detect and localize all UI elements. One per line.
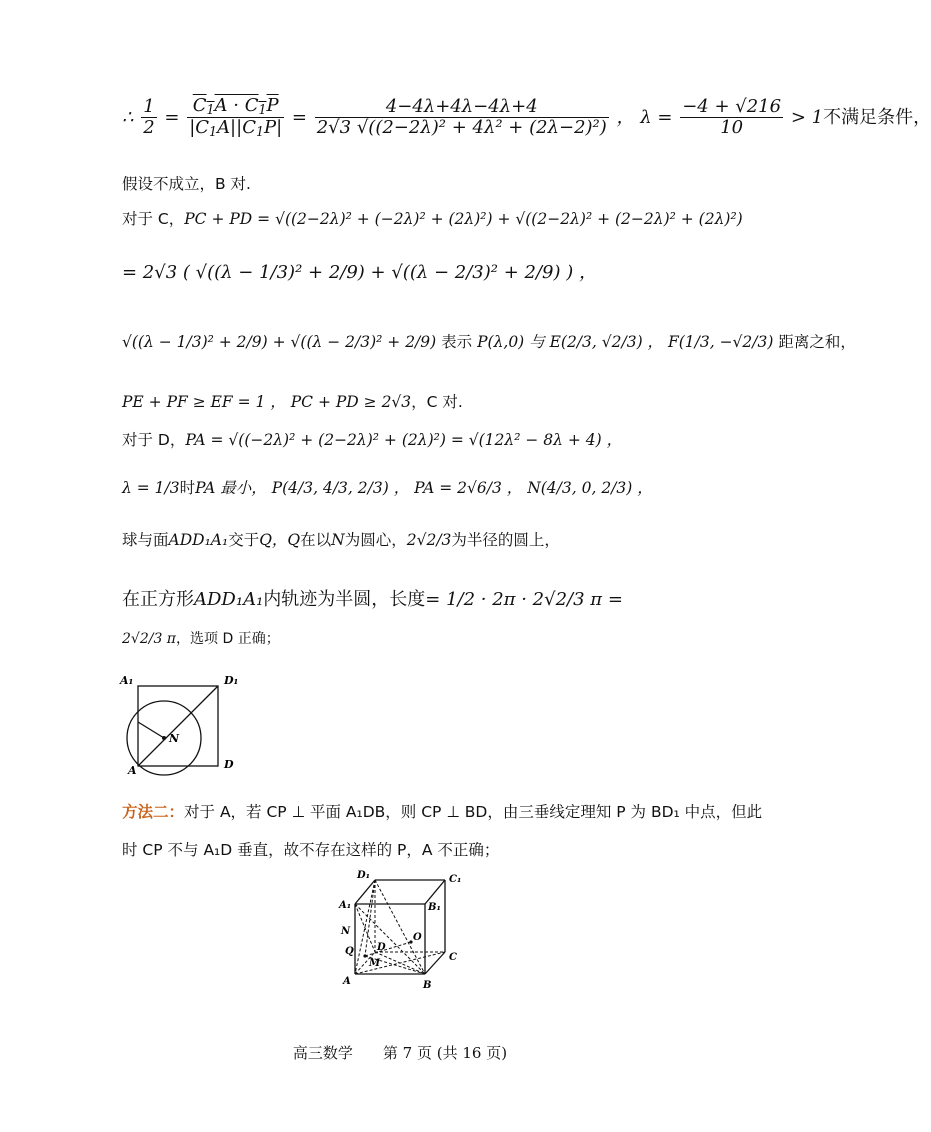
fig2-label-c1: C₁: [449, 874, 462, 885]
fig1-label-a1: A₁: [120, 674, 134, 687]
fig2-label-m: M: [369, 958, 381, 969]
fig2-label-c: C: [449, 952, 457, 963]
figure-cube: [335, 866, 475, 994]
fig2-label-b1: B₁: [428, 902, 441, 913]
fig2-label-a1: A₁: [339, 900, 352, 911]
line-5: √((λ − 1/3)² + 2/9) + √((λ − 2/3)² + 2/9) 表示 P(λ,0) 与 E(2/3, √2/3) ， F(1/3, −√2/3) 距离之和，: [122, 333, 856, 351]
fig2-label-b: B: [423, 980, 432, 991]
fig1-label-a: A: [128, 764, 137, 777]
fig2-label-n: N: [341, 926, 351, 937]
line-1: ∴ $\frac{1}{2}$ = $\frac{C_1A \cdot C_1P}{|C_1A||C_1P|}$ = $\frac{4-4\lambda+4\lambda-4\lambda+4}{\text{2√3 √((2−2λ)² + 4λ² + (2λ−2)²)}}$ ， λ = $\frac{-4 + √216}{10}$ > 1不满足条件，: [122, 95, 931, 140]
fig2-label-q: Q: [345, 946, 354, 957]
fig1-label-n: N: [169, 732, 180, 745]
fig2-label-a: A: [343, 976, 351, 987]
fig1-label-d1: D₁: [224, 674, 239, 687]
line-9: 球与面ADD₁A₁交于Q，Q在以N为圆心，2√2/3为半径的圆上，: [122, 531, 560, 549]
fig2-label-d: D: [377, 942, 386, 953]
fig1-label-d: D: [224, 758, 234, 771]
fig2-label-o: O: [413, 932, 422, 943]
line-12: 方法二：对于 A，若 CP ⊥ 平面 A₁DB，则 CP ⊥ BD，由三垂线定理知 P 为 BD₁ 中点，但此: [122, 803, 763, 821]
line-4: = 2√3 ( √((λ − 1/3)² + 2/9) + √((λ − 2/3)² + 2/9) ) ，: [122, 262, 597, 283]
line-1-tail: 不满足条件，: [823, 106, 931, 128]
line-6: PE + PF ≥ EF = 1 ， PC + PD ≥ 2√3，C 对.: [122, 393, 463, 411]
line-13: 时 CP 不与 A₁D 垂直，故不存在这样的 P，A 不正确；: [122, 841, 500, 859]
expression-fraction: $\frac{4-4\lambda+4\lambda-4\lambda+4}{\text{2√3 √((2−2λ)² + 4λ² + (2λ−2)²)}}$: [316, 95, 607, 139]
line-10: 在正方形ADD₁A₁内轨迹为半圆，长度= 1/2 · 2π · 2√2/3 π =: [122, 589, 623, 610]
fig2-label-d1: D₁: [357, 870, 371, 881]
method-two-label: 方法二：: [122, 803, 185, 821]
line-8: λ = 1/3时PA 最小， P(4/3, 4/3, 2/3) ， PA = 2√6/3 ， N(4/3, 0, 2/3) ，: [122, 479, 653, 497]
line-3: 对于 C，PC + PD = √((2−2λ)² + (−2λ)² + (2λ)²) + √((2−2λ)² + (2−2λ)² + (2λ)²): [122, 210, 743, 228]
figure-square-circle: [118, 672, 248, 782]
line-2: 假设不成立，B 对.: [122, 175, 251, 193]
page-footer: 高三数学 第 7 页 (共 16 页): [292, 1044, 508, 1062]
line-11: 2√2/3 π，选项 D 正确；: [122, 631, 280, 647]
cosine-fraction: $\frac{C_1A \cdot C_1P}{|C_1A||C_1P|}$: [189, 95, 283, 140]
line-7: 对于 D，PA = √((−2λ)² + (2−2λ)² + (2λ)²) = √(12λ² − 8λ + 4) ，: [122, 431, 623, 449]
